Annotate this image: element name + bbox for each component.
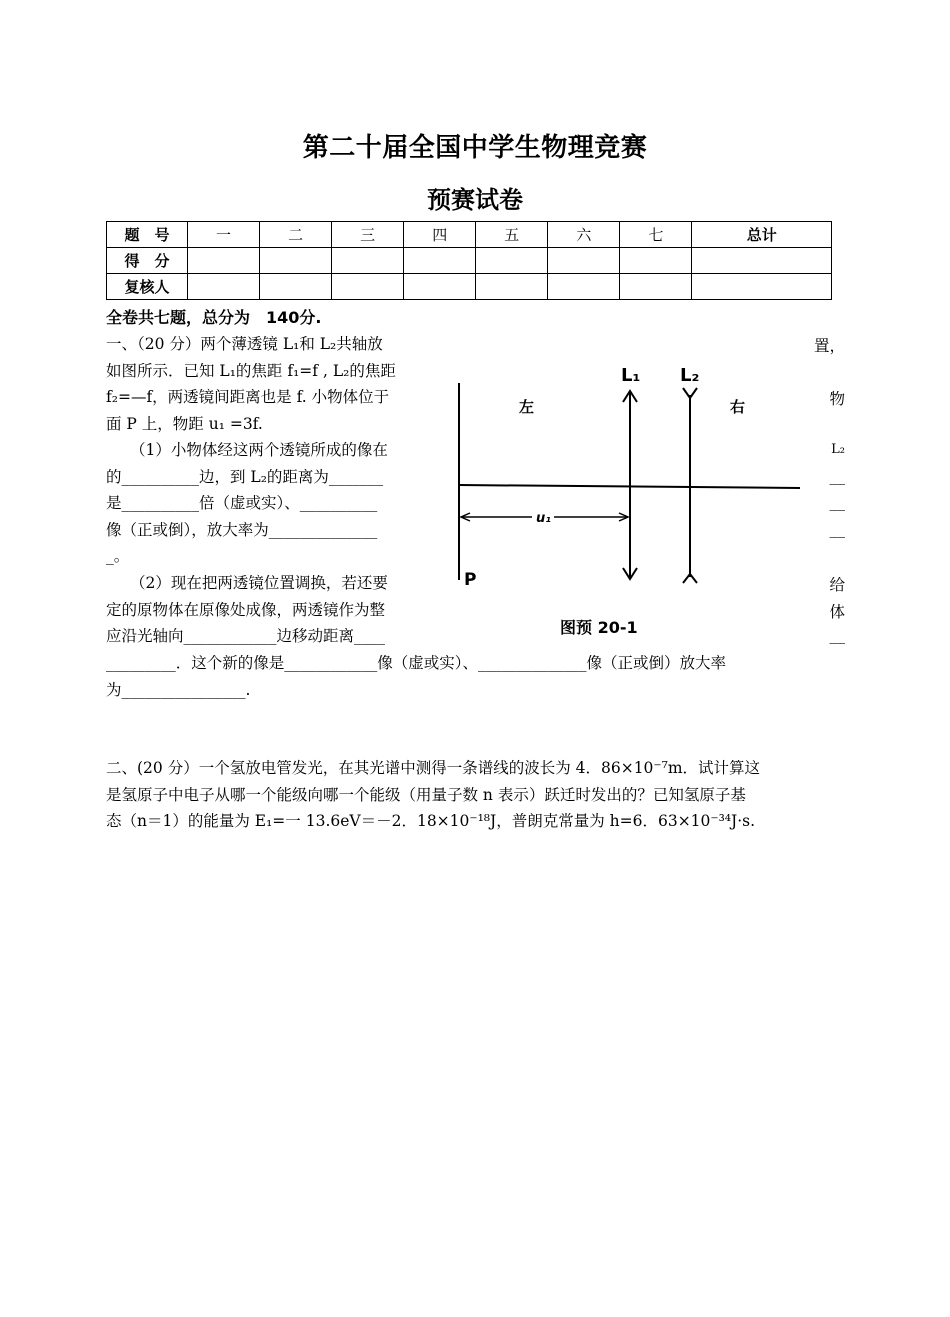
q2-line: 是氢原子中电子从哪一个能级向哪一个能级（用量子数 n 表示）跃迁时发出的？已知氢原子基: [106, 786, 746, 804]
reviewer-cell[interactable]: [188, 274, 260, 300]
lens-l2-label: L₂: [680, 365, 700, 386]
reviewer-cell[interactable]: [260, 274, 332, 300]
table-header-cell: 六: [548, 222, 620, 248]
u1-label: u₁: [536, 511, 551, 526]
score-cell[interactable]: [260, 248, 332, 274]
reviewer-cell[interactable]: [548, 274, 620, 300]
exam-subtitle: 预赛试卷: [427, 186, 523, 214]
q1-line-right: __: [829, 467, 845, 485]
score-table: [106, 221, 832, 300]
q1-line: 定的原物体在原像处成像，两透镜作为整: [106, 601, 386, 619]
q1-line: 一、（20 分）两个薄透镜 L₁和 L₂共轴放: [106, 335, 383, 353]
left-label: 左: [519, 398, 535, 416]
score-cell[interactable]: [692, 248, 832, 274]
q1-line-right: __: [829, 493, 845, 511]
q1-line-right: 给: [829, 576, 845, 594]
table-header-cell: 题 号: [107, 222, 188, 248]
lens-l1-label: L₁: [621, 365, 641, 386]
exam-title: 第二十届全国中学生物理竞赛: [302, 133, 648, 163]
q1-line: 像（正或倒），放大率为______________: [106, 521, 378, 539]
row-label: 得 分: [107, 248, 188, 274]
q1-line: f₂=—f，两透镜间距离也是 f. 小物体位于: [106, 388, 390, 406]
reviewer-cell[interactable]: [404, 274, 476, 300]
reviewer-cell[interactable]: [620, 274, 692, 300]
score-cell[interactable]: [332, 248, 404, 274]
exam-summary: 全卷共七题，总分为 140分.: [106, 308, 322, 327]
score-cell[interactable]: [188, 248, 260, 274]
score-table-header-row: [107, 222, 832, 248]
q1-line-right: 置，: [813, 337, 845, 355]
lens-diagram: [440, 355, 825, 645]
table-header-cell: 四: [404, 222, 476, 248]
q1-line-right: 体: [829, 603, 845, 621]
table-header-cell: 总计: [692, 222, 832, 248]
table-header-cell: 七: [620, 222, 692, 248]
score-cell[interactable]: [404, 248, 476, 274]
reviewer-cell[interactable]: [332, 274, 404, 300]
q1-line: _________．这个新的像是____________像（虚或实）、______________像（正或倒）放大率: [106, 654, 727, 672]
q1-line-right: 物: [829, 390, 845, 408]
score-cell[interactable]: [620, 248, 692, 274]
q1-line: （1）小物体经这两个透镜所成的像在: [130, 441, 388, 459]
score-row: [107, 248, 832, 274]
lens-l2-mark-top: [683, 388, 697, 398]
table-header-cell: 五: [476, 222, 548, 248]
q1-line: 如图所示．已知 L₁的焦距 f₁=f , L₂的焦距: [106, 362, 396, 380]
figure-caption: 图预 20-1: [560, 618, 638, 637]
reviewer-cell[interactable]: [692, 274, 832, 300]
table-header-cell: 二: [260, 222, 332, 248]
reviewer-cell[interactable]: [476, 274, 548, 300]
q1-line-right: L₂: [831, 442, 845, 457]
table-header-cell: 一: [188, 222, 260, 248]
q1-line: 面 P 上，物距 u₁ =3f.: [106, 415, 263, 433]
q1-line-right: __: [829, 520, 845, 538]
reviewer-row: [107, 274, 832, 300]
q1-line: 应沿光轴向____________边移动距离____: [106, 627, 386, 645]
score-cell[interactable]: [548, 248, 620, 274]
table-header-cell: 三: [332, 222, 404, 248]
object-plane-label: P: [464, 570, 477, 590]
lens-l2-mark-bottom: [683, 574, 697, 583]
q1-line-right: __: [829, 626, 845, 644]
q1-line: （2）现在把两透镜位置调换，若还要: [130, 574, 388, 592]
q2-line: 二、(20 分）一个氢放电管发光，在其光谱中测得一条谱线的波长为 4．86×10⁻⁷m．试计算这: [106, 759, 761, 777]
row-label: 复核人: [107, 274, 188, 300]
q1-line: 是__________倍（虚或实）、__________: [106, 494, 378, 512]
q1-line: 的__________边，到 L₂的距离为_______: [106, 468, 384, 486]
score-cell[interactable]: [476, 248, 548, 274]
q1-line: 为________________.: [106, 681, 251, 699]
q1-line: _。: [106, 547, 130, 565]
q2-line: 态（n＝1）的能量为 E₁=一 13.6eV＝－2．18×10⁻¹⁸J，普朗克常量为 h=6．63×10⁻³⁴J·s.: [106, 812, 756, 830]
right-label: 右: [730, 398, 746, 416]
